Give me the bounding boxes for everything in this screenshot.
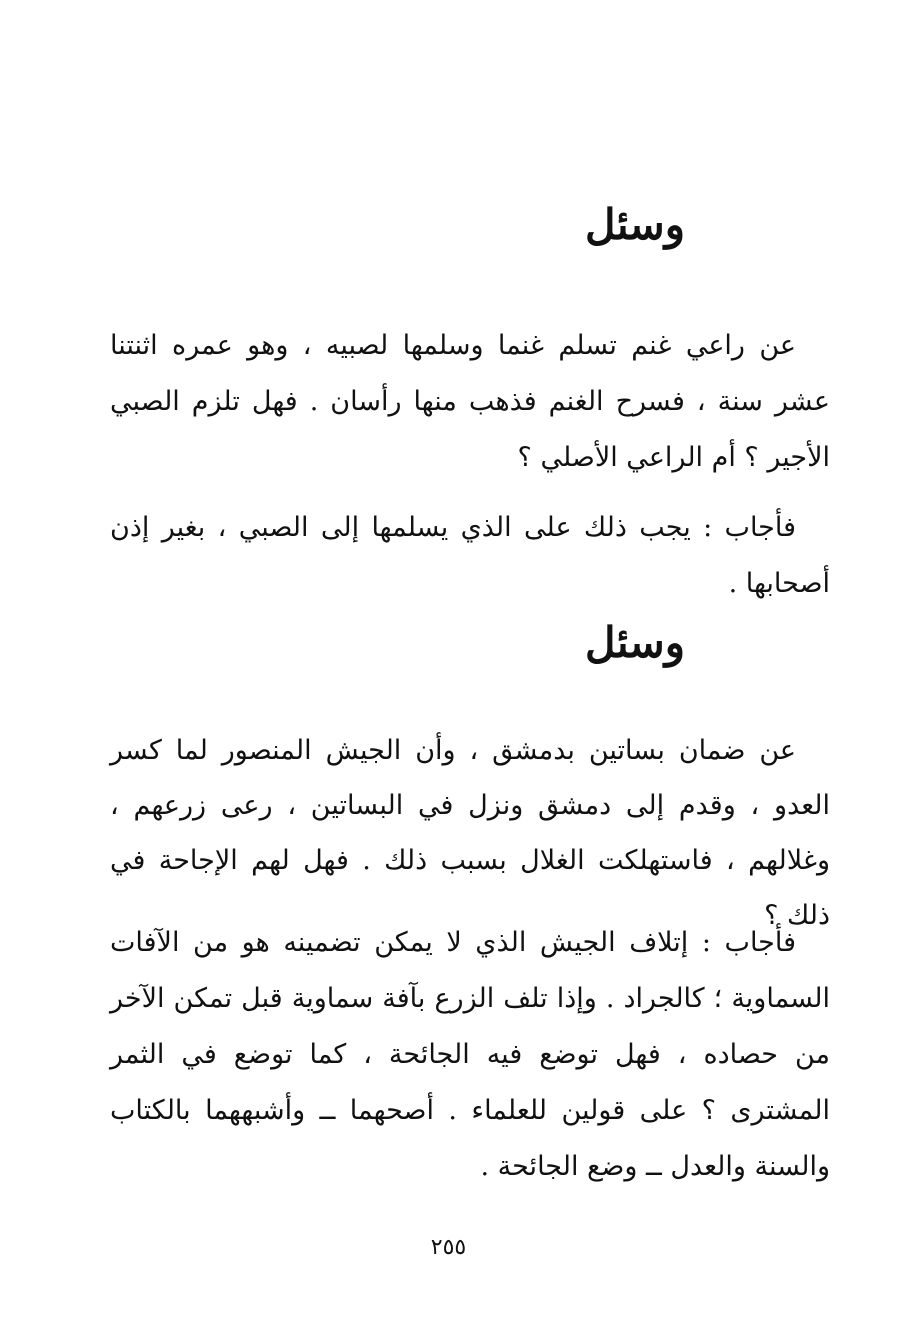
answer-paragraph-1: فأجاب : يجب ذلك على الذي يسلمها إلى الصبي ، بغير إذن أصحابها . [110, 512, 830, 599]
section-heading-2: وسئل [585, 618, 685, 667]
question-paragraph-1: عن راعي غنم تسلم غنما وسلمها لصبيه ، وهو عمره اثنتنا عشر سنة ، فسرح الغنم فذهب منها رأسان . فهل تلزم الصبي الأجير ؟ أم الراعي الأصلي ؟ [110, 330, 830, 473]
page-number: ٢٥٥ [430, 1235, 467, 1260]
answer-paragraph-2: فأجاب : إتلاف الجيش الذي لا يمكن تضمينه هو من الآفات السماوية ؛ كالجراد . وإذا تلف الزرع بآفة سماوية قبل تمكن الآخر من حصاده ، فهل توضع فيه الجائحة ، كما توضع في الثمر المشترى ؟ على قولين للعلماء . أصحهما ــ وأشبههما بالكتاب والسنة والعدل ــ وضع الجائحة . [110, 927, 830, 1182]
question-paragraph-2: عن ضمان بساتين بدمشق ، وأن الجيش المنصور لما كسر العدو ، وقدم إلى دمشق ونزل في البساتين ، رعى زرعهم ، وغلالهم ، فاستهلكت الغلال بسبب ذلك . فهل لهم الإجاحة في ذلك ؟ [110, 735, 830, 931]
section-heading-1: وسئل [585, 200, 685, 249]
